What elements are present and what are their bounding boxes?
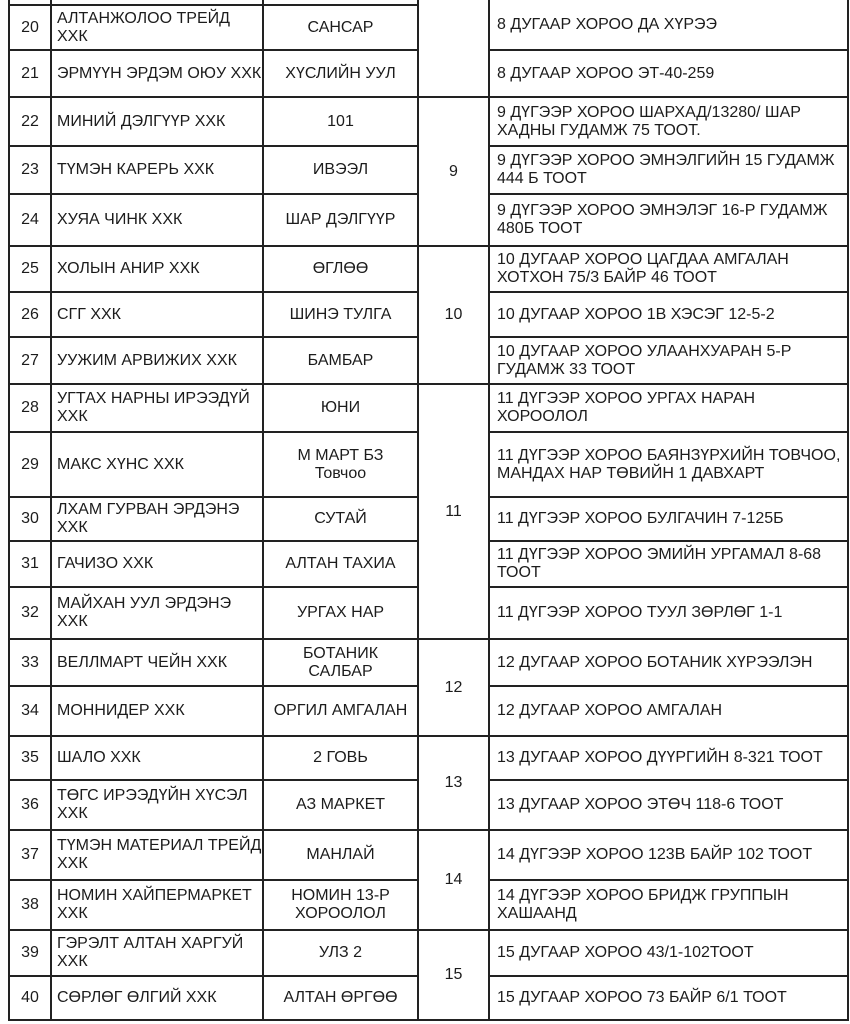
company-name-cell: ТӨГС ИРЭЭДҮЙН ХҮСЭЛ ХХК (51, 780, 263, 830)
address-cell: 15 ДУГААР ХОРОО 73 БАЙР 6/1 ТООТ (489, 976, 848, 1020)
branch-name-cell: СУТАЙ (263, 497, 418, 541)
table-row (9, 246, 848, 292)
company-name-cell: ЛХАМ ГУРВАН ЭРДЭНЭ ХХК (51, 497, 263, 541)
address-cell: 11 ДҮГЭЭР ХОРОО БУЛГАЧИН 7-125Б (489, 497, 848, 541)
address-cell: 13 ДУГААР ХОРОО ЭТӨЧ 118-6 ТООТ (489, 780, 848, 830)
address-cell: 10 ДУГААР ХОРОО 1В ХЭСЭГ 12-5-2 (489, 292, 848, 337)
address-cell: 11 ДҮГЭЭР ХОРОО ТУУЛ ЗӨРЛӨГ 1-1 (489, 587, 848, 639)
company-name-cell: МАЙХАН УУЛ ЭРДЭНЭ ХХК (51, 587, 263, 639)
company-name-cell: ЭРМҮҮН ЭРДЭМ ОЮУ ХХК (51, 50, 263, 97)
row-number-cell: 31 (9, 541, 51, 587)
company-name-cell: НОМИН ХАЙПЕРМАРКЕТ ХХК (51, 880, 263, 930)
row-number-cell: 37 (9, 830, 51, 880)
row-number-cell: 20 (9, 5, 51, 50)
row-number-cell: 22 (9, 97, 51, 146)
branch-name-cell: БОТАНИК САЛБАР (263, 639, 418, 686)
address-cell: 13 ДУГААР ХОРОО ДҮҮРГИЙН 8-321 ТООТ (489, 736, 848, 780)
company-name-cell: ТҮМЭН КАРЕРЬ ХХК (51, 146, 263, 194)
row-number-cell: 24 (9, 194, 51, 246)
row-number-cell: 39 (9, 930, 51, 976)
table-row (9, 736, 848, 780)
table-row (9, 930, 848, 976)
branch-name-cell: АЛТАН ТАХИА (263, 541, 418, 587)
branch-name-cell: 2 ГОВЬ (263, 736, 418, 780)
company-name-cell: АЛТАНЖОЛОО ТРЕЙД ХХК (51, 5, 263, 50)
address-cell: 9 ДҮГЭЭР ХОРОО ШАРХАД/13280/ ШАР ХАДНЫ ГУДАМЖ 75 ТООТ. (489, 97, 848, 146)
branch-name-cell: ШАР ДЭЛГҮҮР (263, 194, 418, 246)
khoroo-number-cell: 14 (418, 830, 489, 930)
company-name-cell: МИНИЙ ДЭЛГҮҮР ХХК (51, 97, 263, 146)
row-number-cell: 21 (9, 50, 51, 97)
address-cell: 10 ДУГААР ХОРОО ЦАГДАА АМГАЛАН ХОТХОН 75/3 БАЙР 46 ТООТ (489, 246, 848, 292)
address-cell: 9 ДҮГЭЭР ХОРОО ЭМНЭЛГИЙН 15 ГУДАМЖ 444 Б ТООТ (489, 146, 848, 194)
company-name-cell: ТҮМЭН МАТЕРИАЛ ТРЕЙД ХХК (51, 830, 263, 880)
business-address-table (8, 0, 849, 1021)
address-cell: 11 ДҮГЭЭР ХОРОО УРГАХ НАРАН ХОРООЛОЛ (489, 384, 848, 432)
table-row (9, 639, 848, 686)
row-number-cell: 32 (9, 587, 51, 639)
row-number-cell: 30 (9, 497, 51, 541)
branch-name-cell: ИВЭЭЛ (263, 146, 418, 194)
company-name-cell: УУЖИМ АРВИЖИХ ХХК (51, 337, 263, 384)
row-number-cell: 29 (9, 432, 51, 497)
company-name-cell: МАКС ХҮНС ХХК (51, 432, 263, 497)
khoroo-number-cell: 11 (418, 384, 489, 639)
company-name-cell: ХОЛЫН АНИР ХХК (51, 246, 263, 292)
branch-name-cell: БАМБАР (263, 337, 418, 384)
branch-name-cell: М МАРТ БЗ Товчоо (263, 432, 418, 497)
branch-name-cell: ШИНЭ ТУЛГА (263, 292, 418, 337)
company-name-cell: ШАЛО ХХК (51, 736, 263, 780)
company-name-cell: ХУЯА ЧИНК ХХК (51, 194, 263, 246)
branch-name-cell: АЗ МАРКЕТ (263, 780, 418, 830)
branch-name-cell: УЛЗ 2 (263, 930, 418, 976)
row-number-cell: 38 (9, 880, 51, 930)
address-cell: 11 ДҮГЭЭР ХОРОО ЭМИЙН УРГАМАЛ 8-68 ТООТ (489, 541, 848, 587)
company-name-cell: ГЭРЭЛТ АЛТАН ХАРГУЙ ХХК (51, 930, 263, 976)
branch-name-cell: ОРГИЛ АМГАЛАН (263, 686, 418, 736)
row-number-cell: 34 (9, 686, 51, 736)
table-row (9, 97, 848, 146)
address-cell: 14 ДҮГЭЭР ХОРОО БРИДЖ ГРУППЫН ХАШААНД (489, 880, 848, 930)
row-number-cell: 35 (9, 736, 51, 780)
branch-name-cell: 101 (263, 97, 418, 146)
table-row (9, 384, 848, 432)
row-number-cell: 23 (9, 146, 51, 194)
address-cell: 15 ДУГААР ХОРОО 43/1-102ТООТ (489, 930, 848, 976)
row-number-cell: 28 (9, 384, 51, 432)
khoroo-number-cell: 15 (418, 930, 489, 1020)
branch-name-cell: НОМИН 13-Р ХОРООЛОЛ (263, 880, 418, 930)
khoroo-number-cell: 9 (418, 97, 489, 246)
row-number-cell: 40 (9, 976, 51, 1020)
address-cell: 11 ДҮГЭЭР ХОРОО БАЯНЗҮРХИЙН ТОВЧОО, МАНДАХ НАР ТӨВИЙН 1 ДАВХАРТ (489, 432, 848, 497)
branch-name-cell: АЛТАН ӨРГӨӨ (263, 976, 418, 1020)
khoroo-number-cell: 13 (418, 736, 489, 830)
branch-name-cell: ХҮСЛИЙН УУЛ (263, 50, 418, 97)
row-number-cell: 27 (9, 337, 51, 384)
company-name-cell: МОННИДЕР ХХК (51, 686, 263, 736)
branch-name-cell: САНСАР (263, 5, 418, 50)
address-cell: 14 ДҮГЭЭР ХОРОО 123В БАЙР 102 ТООТ (489, 830, 848, 880)
branch-name-cell: ЮНИ (263, 384, 418, 432)
address-cell: 9 ДҮГЭЭР ХОРОО ЭМНЭЛЭГ 16-Р ГУДАМЖ 480Б ТООТ (489, 194, 848, 246)
company-name-cell: СГГ ХХК (51, 292, 263, 337)
address-cell: 8 ДУГААР ХОРОО ЭТ-40-259 (489, 50, 848, 97)
row-number-cell: 26 (9, 292, 51, 337)
company-name-cell: СӨРЛӨГ ӨЛГИЙ ХХК (51, 976, 263, 1020)
branch-name-cell: МАНЛАЙ (263, 830, 418, 880)
branch-name-cell: УРГАХ НАР (263, 587, 418, 639)
address-cell: 8 ДУГААР ХОРОО ДА ХҮРЭЭ (489, 0, 848, 50)
company-name-cell: ВЕЛЛМАРТ ЧЕЙН ХХК (51, 639, 263, 686)
khoroo-number-cell (418, 0, 489, 97)
company-name-cell: УГТАХ НАРНЫ ИРЭЭДҮЙ ХХК (51, 384, 263, 432)
address-cell: 12 ДУГААР ХОРОО АМГАЛАН (489, 686, 848, 736)
branch-name-cell: ӨГЛӨӨ (263, 246, 418, 292)
row-number-cell: 33 (9, 639, 51, 686)
khoroo-number-cell: 12 (418, 639, 489, 736)
address-cell: 12 ДУГААР ХОРОО БОТАНИК ХҮРЭЭЛЭН (489, 639, 848, 686)
row-number-cell: 36 (9, 780, 51, 830)
company-name-cell: ГАЧИЗО ХХК (51, 541, 263, 587)
khoroo-number-cell: 10 (418, 246, 489, 384)
table-row (9, 830, 848, 880)
row-number-cell: 25 (9, 246, 51, 292)
address-cell: 10 ДУГААР ХОРОО УЛААНХУАРАН 5-Р ГУДАМЖ 33 ТООТ (489, 337, 848, 384)
